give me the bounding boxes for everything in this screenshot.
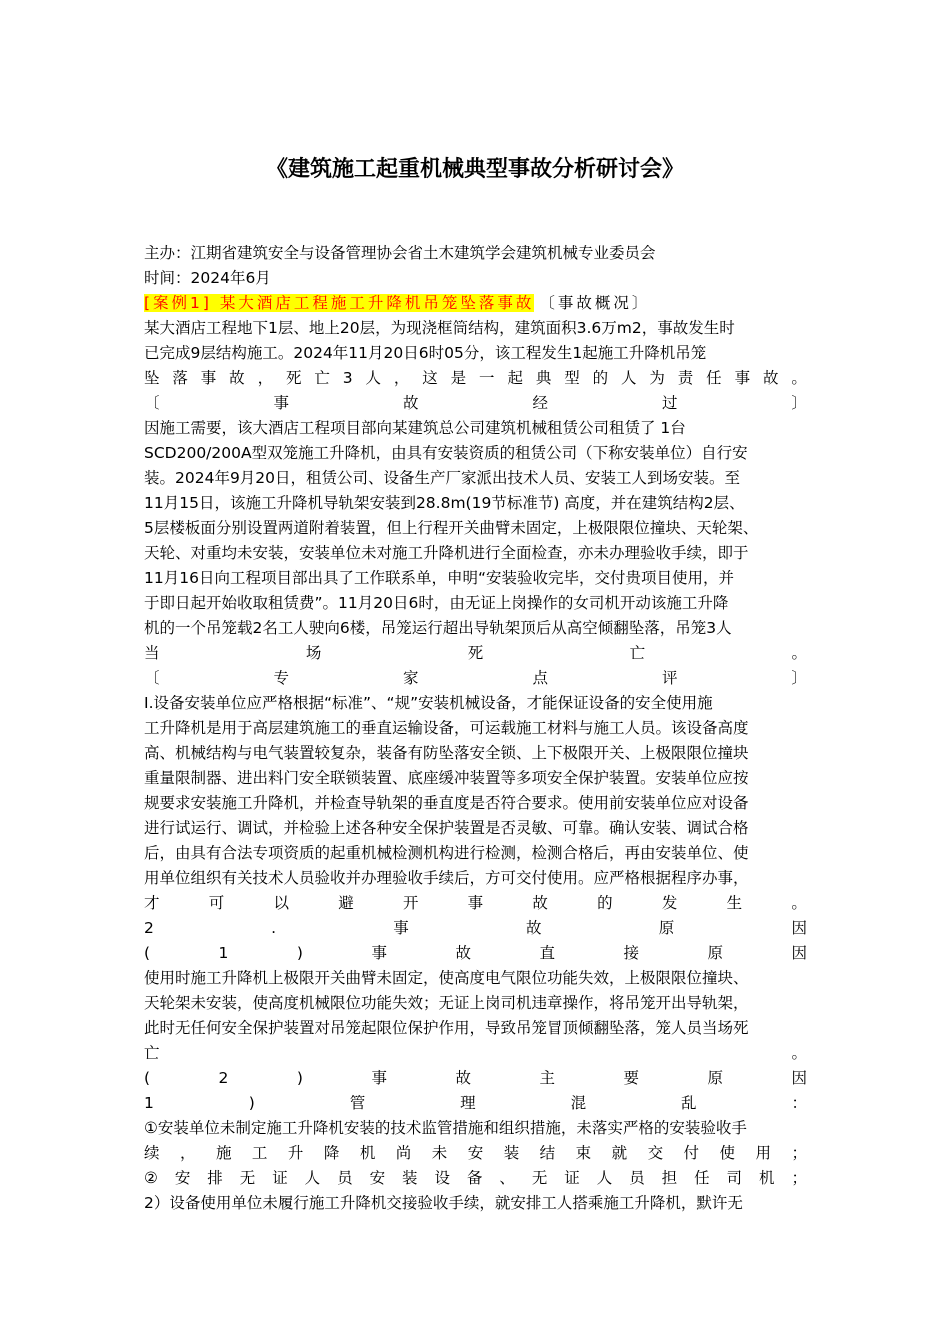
text-line: 已完成9层结构施工。2024年11月20日6时05分，该工程发生1起施工升降机吊笼: [144, 344, 707, 362]
text-line: 使用时施工升降机上极限开关曲臂未固定，使高度电气限位功能失效，上极限限位撞块、: [144, 969, 749, 987]
text-line: 天轮、对重均未安装，安装单位未对施工升降机进行全面检查，亦未办理验收手续，即于: [144, 544, 749, 562]
text-line: 工升降机是用于高层建筑施工的垂直运输设备，可运载施工材料与施工人员。该设备高度: [144, 719, 749, 737]
text-line: 此时无任何安全保护装置对吊笼起限位保护作用，导致吊笼冒顶倾翻坠落，笼人员当场死: [144, 1019, 749, 1037]
text-line: 因施工需要，该大酒店工程项目部向某建筑总公司建筑机械租赁公司租赁了 1台: [144, 419, 686, 437]
text-line: 规要求安装施工升降机，并检查导轨架的垂直度是否符合要求。使用前安装单位应对设备: [144, 794, 749, 812]
case-heading: [144, 291, 807, 316]
text-line: 天轮架未安装，使高度机械限位功能失效；无证上岗司机违章操作，将吊笼开出导轨架，: [144, 994, 749, 1012]
subheading-main-cause: ( 2 ) 事 故 主 要 原 因: [144, 1069, 807, 1087]
text-line: 后，由具有合法专项资质的起重机械检测机构进行检测，检测合格后，再由安装单位、使: [144, 844, 749, 862]
text-line: 进行试运行、调试，并检验上述各种安全保护装置是否灵敏、可靠。确认安装、调试合格: [144, 819, 749, 837]
date-line: 时间：2024年6月: [144, 269, 271, 287]
text-line: 11月15日，该施工升降机导轨架安装到28.8m(19节标准节) 高度，并在建筑结构2层、: [144, 494, 745, 512]
text-line: 于即日起开始收取租赁费”。11月20日6时，由无证上岗操作的女司机开动该施工升降: [144, 594, 729, 612]
text-line: I.设备安装单位应严格根据“标准”、“规”安装机械设备，才能保证设备的安全使用施: [144, 694, 713, 712]
document-title: 《建筑施工起重机械典型事故分析研讨会》: [265, 157, 684, 182]
section-heading-accident-process: 〔 事 故 经 过 〕: [144, 394, 807, 412]
subheading-management: 1 ) 管 理 混 乱 ：: [144, 1094, 807, 1112]
text-line: 用单位组织有关技术人员验收并办理验收手续后，方可交付使用。应严格根据程序办事，: [144, 869, 749, 887]
text-line: 坠 落 事 故 ， 死 亡 3 人 ， 这 是 一 起 典 型 的 人 为 责 任 事 故 。: [144, 369, 807, 387]
text-line: 高、机械结构与电气装置较复杂，装备有防坠落安全锁、上下极限开关、上极限限位撞块: [144, 744, 749, 762]
case-title-highlight: [案例1] 某大酒店工程施工升降机吊笼坠落事故: [144, 294, 535, 312]
text-line: 5层楼板面分别设置两道附着装置，但上行程开关曲臂未固定，上极限限位撞块、天轮架、: [144, 519, 759, 537]
text-line: 装。2024年9月20日，租赁公司、设备生产厂家派出技术人员、安装工人到场安装。至: [144, 469, 741, 487]
text-line: 亡 。: [144, 1044, 807, 1062]
section-heading-causes: 2 . 事 故 原 因: [144, 919, 807, 937]
text-line: 2）设备使用单位未履行施工升降机交接验收手续，就安排工人搭乘施工升降机，默许无: [144, 1194, 743, 1212]
text-line: ①安装单位未制定施工升降机安装的技术监管措施和组织措施，未落实严格的安装验收手: [144, 1119, 747, 1137]
document-body: [144, 241, 807, 1216]
organizer-line: 主办：江期省建筑安全与设备管理协会省土木建筑学会建筑机械专业委员会: [144, 244, 656, 262]
text-line: 才 可 以 避 开 事 故 的 发 生 。: [144, 894, 807, 912]
text-line: 重量限制器、进出料门安全联锁装置、底座缓冲装置等多项安全保护装置。安装单位应按: [144, 769, 749, 787]
case-subheading: 〔事故概况〕: [539, 294, 651, 312]
text-line: 机的一个吊笼载2名工人驶向6楼，吊笼运行超出导轨架顶后从高空倾翻坠落，吊笼3人: [144, 619, 732, 637]
section-heading-expert-review: 〔 专 家 点 评 〕: [144, 669, 807, 687]
text-line: 续 ， 施 工 升 降 机 尚 未 安 装 结 束 就 交 付 使 用 ；: [144, 1144, 807, 1162]
text-line: 当 场 死 亡 。: [144, 644, 807, 662]
text-line: ② 安 排 无 证 人 员 安 装 设 备 、 无 证 人 员 担 任 司 机 ；: [144, 1169, 807, 1187]
subheading-direct-cause: ( 1 ) 事 故 直 接 原 因: [144, 944, 807, 962]
text-line: 某大酒店工程地下1层、地上20层，为现浇框筒结构，建筑面积3.6万m2，事故发生时: [144, 319, 735, 337]
text-line: 11月16日向工程项目部出具了工作联系单，申明“安装验收完毕，交付贵项目使用，并: [144, 569, 734, 587]
text-line: SCD200/200A型双笼施工升降机，由具有安装资质的租赁公司（下称安装单位）自行安: [144, 444, 748, 462]
